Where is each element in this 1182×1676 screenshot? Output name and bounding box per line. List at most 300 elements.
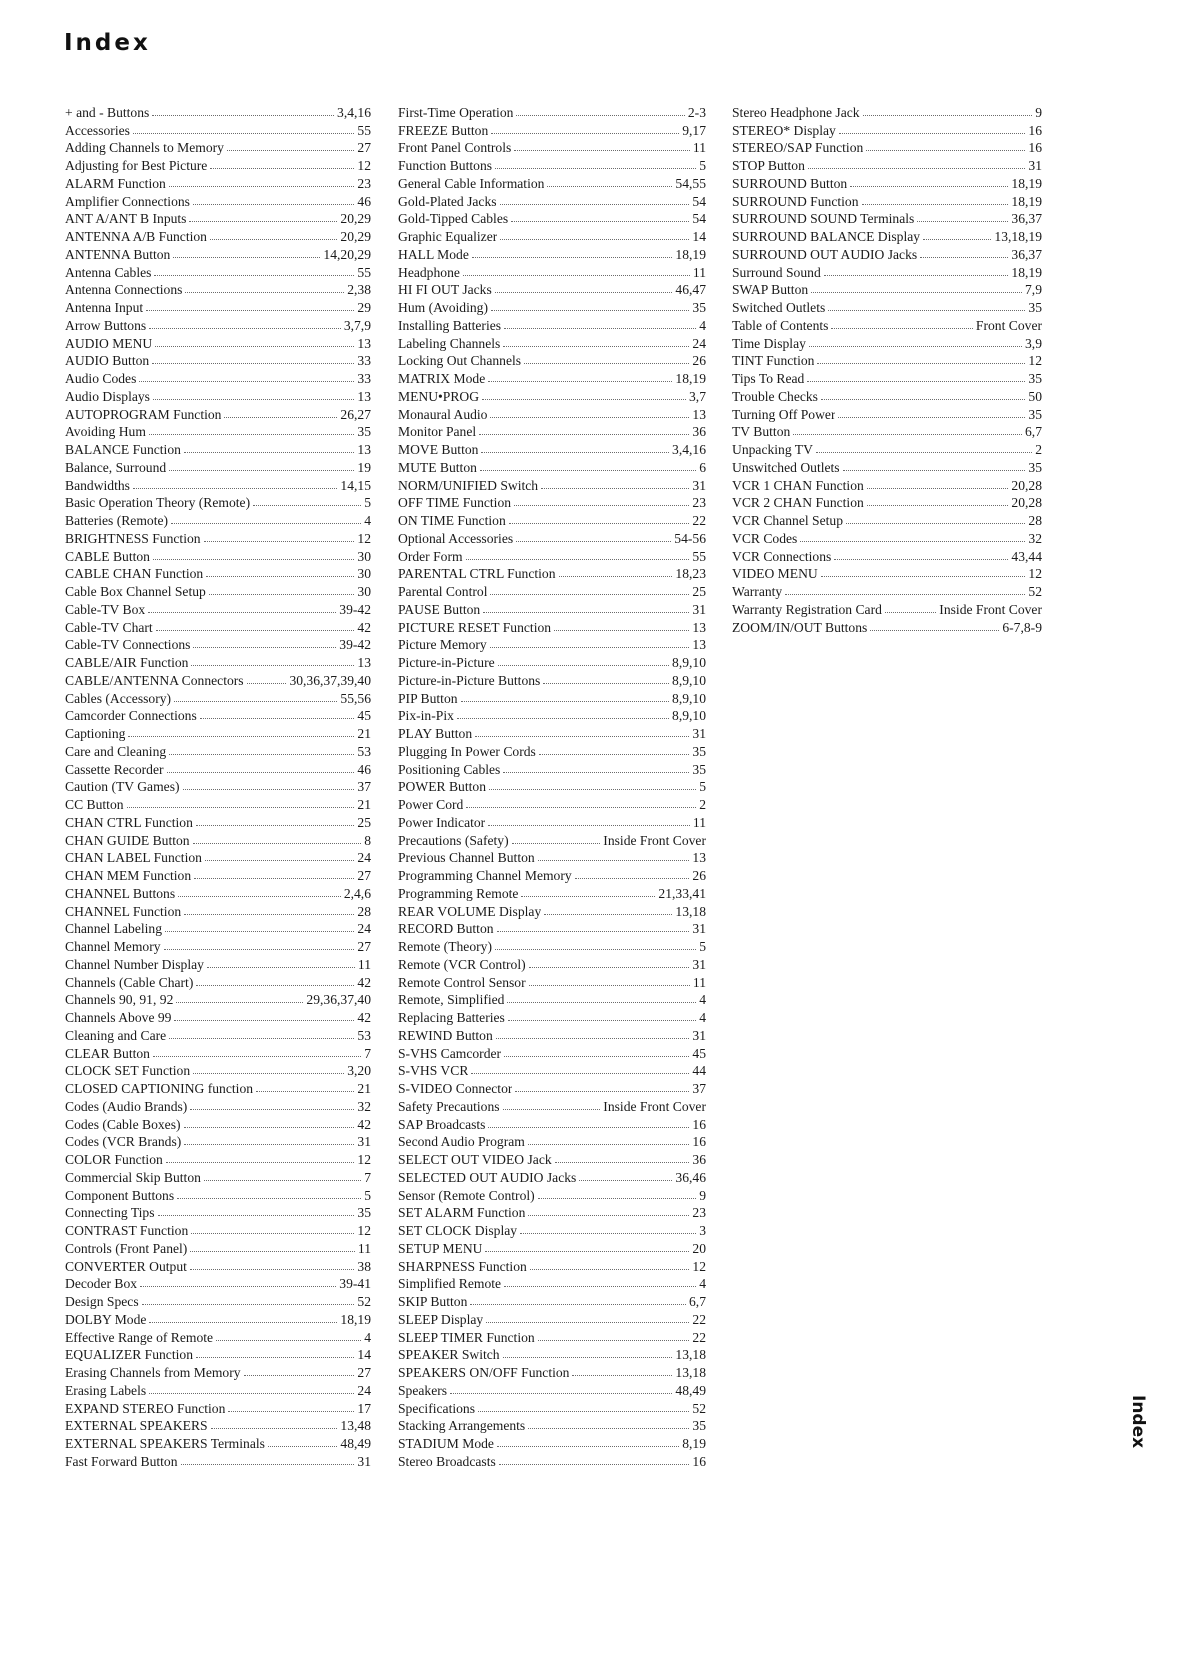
index-term: VCR Codes [732,530,798,546]
index-page-numbers: 11 [692,264,706,280]
index-term: MOVE Button [398,442,479,457]
index-page-numbers: 31 [357,1134,371,1150]
dot-leader [579,1179,672,1181]
dot-leader [500,203,690,205]
index-page-numbers: 45 [357,708,371,724]
dot-leader [821,398,1025,400]
index-term: Monaural Audio [398,406,488,422]
dot-leader [504,1055,689,1057]
dot-leader [183,788,355,790]
dot-leader [184,913,354,915]
index-term: Component Buttons [65,1187,175,1203]
index-term: Positioning Cables [398,761,501,777]
dot-leader [189,220,337,222]
index-page-numbers: 12 [1028,353,1042,369]
dot-leader [543,682,669,684]
dot-leader [158,1214,355,1216]
dot-leader [133,487,337,489]
index-page-numbers: 21 [357,797,371,812]
dot-leader [148,611,336,613]
index-entry [65,1310,371,1328]
index-page-numbers: 52 [1028,584,1042,599]
dot-leader [495,948,696,950]
index-entry [65,1079,371,1097]
index-entry [65,174,371,192]
index-entry [732,565,1042,583]
index-entry [65,600,371,618]
index-page-numbers: 33 [357,371,371,386]
dot-leader [488,380,672,382]
index-page-numbers: 37 [692,1081,706,1096]
index-entry [65,866,371,884]
dot-leader [504,1285,696,1287]
index-page-numbers: 5 [364,495,371,511]
dot-leader [169,469,354,471]
index-term: Amplifier Connections [65,193,190,209]
index-term: SELECT OUT VIDEO Jack [398,1152,552,1167]
index-entry [398,565,706,583]
index-page-numbers: 3 [699,1223,706,1238]
dot-leader [184,451,354,453]
index-entry [398,121,706,139]
dot-leader [516,114,684,116]
dot-leader [528,1214,689,1216]
index-entry [65,387,371,405]
index-term: Accessories [65,122,130,138]
index-entry [398,1097,706,1115]
index-page-numbers: 42 [357,1010,371,1025]
dot-leader [499,1463,690,1465]
index-term: Hum (Avoiding) [398,300,488,315]
dot-leader [152,362,354,364]
index-term: CLOCK SET Function [65,1063,191,1079]
index-term: CHAN LABEL Function [65,850,202,866]
index-page-numbers: 25 [692,584,706,599]
dot-leader [152,114,334,116]
dot-leader [554,629,689,631]
index-term: Audio Displays [65,388,150,404]
index-page-numbers: 8,9,10 [672,655,706,670]
index-term: MUTE Button [398,459,477,475]
dot-leader [831,327,972,329]
index-term: STOP Button [732,158,805,173]
index-page-numbers: 35 [357,424,371,440]
index-term: EXTERNAL SPEAKERS [65,1418,208,1434]
index-page-numbers: 35 [1028,459,1042,475]
index-column-2 [398,103,706,1470]
index-page-numbers: 13,18 [675,1347,706,1363]
index-entry [398,423,706,441]
dot-leader [538,859,690,861]
index-entry [398,724,706,742]
index-entry [65,156,371,174]
index-term: Function Buttons [398,158,493,173]
dot-leader [846,522,1025,524]
index-page-numbers: 20,29 [340,229,371,244]
index-term: SHARPNESS Function [398,1258,527,1274]
index-term: Warranty [732,584,783,599]
index-entry [65,1239,371,1257]
dot-leader [516,540,671,542]
index-entry [65,1062,371,1080]
dot-leader [572,1374,672,1376]
index-entry [65,671,371,689]
index-page-numbers: 12 [357,1223,371,1238]
index-entry [732,423,1042,441]
index-entry [398,529,706,547]
index-term: OFF TIME Function [398,495,512,511]
index-page-numbers: 31 [1028,158,1042,173]
index-entry [65,511,371,529]
index-page-numbers: 9 [1035,104,1042,120]
index-term: Turning Off Power [732,406,836,422]
index-entry [65,813,371,831]
index-page-numbers: 31 [692,921,706,937]
index-term: Replacing Batteries [398,1010,505,1025]
index-entry [398,227,706,245]
dot-leader [224,416,337,418]
index-term: PICTURE RESET Function [398,619,552,635]
index-term: SET CLOCK Display [398,1223,518,1238]
index-page-numbers: 35 [692,1418,706,1434]
dot-leader [167,771,355,773]
index-term: Arrow Buttons [65,317,147,333]
index-term: Time Display [732,335,806,351]
index-page-numbers: 13 [692,637,706,653]
index-page-numbers: 21 [357,1081,371,1096]
index-page-numbers: 24 [357,921,371,937]
dot-leader [190,1108,354,1110]
index-page-numbers: 35 [1028,406,1042,422]
index-entry [398,1044,706,1062]
dot-leader [153,558,354,560]
index-term: Stereo Headphone Jack [732,104,860,120]
index-term: Decoder Box [65,1276,138,1292]
index-term: Tips To Read [732,371,805,386]
index-term: CABLE CHAN Function [65,566,204,582]
index-page-numbers: 20,29 [340,211,371,227]
index-term: Simplified Remote [398,1276,502,1292]
index-entry [732,174,1042,192]
index-page-numbers: 55 [692,548,706,564]
index-term: Cable Box Channel Setup [65,584,206,599]
index-term: Erasing Labels [65,1382,147,1398]
dot-leader [838,416,1025,418]
dot-leader [491,132,679,134]
index-entry [398,778,706,796]
dot-leader [193,646,336,648]
dot-leader [478,1410,689,1412]
index-page-numbers: 13,18 [675,1365,706,1380]
index-page-numbers: 11 [357,956,371,972]
dot-leader [457,717,669,719]
dot-leader [176,1001,303,1003]
index-entry [732,352,1042,370]
dot-leader [500,238,689,240]
index-page-numbers: 35 [357,1205,371,1221]
dot-leader [190,1250,355,1252]
index-term: EXPAND STEREO Function [65,1400,226,1416]
index-page-numbers: 26,27 [340,406,371,422]
index-entry [398,582,706,600]
index-entry [398,1115,706,1133]
index-entry [398,1399,706,1417]
index-entry [732,245,1042,263]
dot-leader [133,132,354,134]
dot-leader [193,203,354,205]
index-entry [65,281,371,299]
index-term: Remote Control Sensor [398,974,526,990]
index-term: Gold-Tipped Cables [398,211,509,227]
index-entry [65,902,371,920]
index-entry [732,476,1042,494]
index-entry [732,547,1042,565]
index-page-numbers: 3,4,16 [337,104,371,120]
dot-leader [149,1321,337,1323]
index-entry [398,1168,706,1186]
index-entry [398,920,706,938]
index-page-numbers: 5 [364,1187,371,1203]
index-page-numbers: 11 [692,974,706,990]
index-term: VCR Connections [732,548,832,564]
index-entry [398,689,706,707]
dot-leader [528,1143,690,1145]
index-entry [65,1204,371,1222]
index-term: Unpacking TV [732,442,813,457]
index-page-numbers: 2 [1035,442,1042,457]
dot-leader [839,132,1026,134]
index-entry [398,511,706,529]
index-page-numbers: 18,19 [675,246,706,262]
index-page-numbers: 55 [357,264,371,280]
dot-leader [490,593,689,595]
index-entry [398,1310,706,1328]
index-entry [65,831,371,849]
dot-leader [885,611,936,613]
index-entry [65,689,371,707]
index-entry [732,369,1042,387]
index-entry [65,1221,371,1239]
index-entry [398,831,706,849]
index-page-numbers: 39-42 [339,637,371,653]
index-term: Codes (Audio Brands) [65,1098,188,1114]
index-entry [65,476,371,494]
index-page-numbers: 13 [357,388,371,404]
index-entry [732,263,1042,281]
index-entry [65,1292,371,1310]
index-term: Power Cord [398,797,464,812]
dot-leader [807,380,1025,382]
index-page-numbers: 54,55 [675,175,706,191]
index-term: Cable-TV Chart [65,619,153,635]
index-term: SET ALARM Function [398,1205,526,1221]
index-page-numbers: 48,49 [675,1382,706,1398]
index-page-numbers: 8 [364,832,371,848]
dot-leader [207,966,355,968]
index-page-numbers: 20,28 [1011,495,1042,511]
index-term: SLEEP Display [398,1311,484,1327]
index-page-numbers: 31 [692,1027,706,1043]
index-entry [65,937,371,955]
index-page-numbers: 23 [692,1205,706,1221]
dot-leader [495,291,673,293]
index-term: SETUP MENU [398,1240,483,1256]
index-page-numbers: 18,19 [675,371,706,386]
index-page-numbers: 20,28 [1011,477,1042,493]
dot-leader [843,469,1026,471]
dot-leader [196,984,354,986]
dot-leader [511,220,689,222]
page-title: Index [64,30,151,56]
dot-leader [490,416,689,418]
index-term: General Cable Information [398,175,545,191]
index-term: Remote, Simplified [398,992,505,1008]
index-entry [732,316,1042,334]
dot-leader [200,717,355,719]
index-term: TINT Function [732,353,815,369]
dot-leader [156,629,355,631]
index-term: Trouble Checks [732,388,818,404]
dot-leader [923,238,991,240]
dot-leader [541,487,689,489]
index-page-numbers: 3,7,9 [343,317,371,333]
index-term: Batteries (Remote) [65,513,169,528]
index-page-numbers: 3,4,16 [672,442,706,457]
dot-leader [559,575,673,577]
dot-leader [174,700,337,702]
index-term: Adding Channels to Memory [65,140,224,156]
index-term: Stacking Arrangements [398,1418,526,1434]
index-page-numbers: 5 [699,779,706,795]
index-term: SURROUND Button [732,175,848,191]
index-entry [65,760,371,778]
index-entry [732,139,1042,157]
index-term: Picture-in-Picture Buttons [398,672,541,688]
index-entry [732,494,1042,512]
index-term: Fast Forward Button [65,1453,178,1469]
index-page-numbers: 31 [357,1453,371,1469]
dot-leader [514,149,690,151]
index-term: VIDEO MENU [732,566,818,582]
index-page-numbers: 2,4,6 [343,885,371,901]
index-entry [65,245,371,263]
index-page-numbers: 18,19 [1011,193,1042,209]
index-term: Codes (VCR Brands) [65,1134,182,1150]
dot-leader [127,806,355,808]
index-term: Channels (Cable Chart) [65,974,194,990]
index-entry [65,1044,371,1062]
dot-leader [811,291,1022,293]
index-page-numbers: 39-42 [339,601,371,617]
index-page-numbers: 3,7 [689,388,706,404]
index-term: CABLE/AIR Function [65,655,189,670]
index-term: Parental Control [398,584,488,599]
dot-leader [538,1197,697,1199]
index-term: S-VHS Camcorder [398,1045,502,1061]
dot-leader [488,1126,689,1128]
index-page-numbers: 43,44 [1011,548,1042,564]
dot-leader [539,753,690,755]
index-term: Balance, Surround [65,459,167,475]
index-term: PLAY Button [398,726,473,741]
index-entry [398,937,706,955]
dot-leader [863,114,1033,116]
index-page-numbers: 6-7,8-9 [1002,619,1042,635]
index-entry [398,1257,706,1275]
index-entry [398,1328,706,1346]
dot-leader [481,451,669,453]
dot-leader [508,1019,696,1021]
dot-leader [821,575,1026,577]
index-term: CHAN GUIDE Button [65,832,190,848]
index-term: Switched Outlets [732,300,826,315]
index-page-numbers: 13 [357,335,371,351]
index-page-numbers: 55,56 [340,690,371,706]
index-term: REWIND Button [398,1027,493,1043]
index-term: Second Audio Program [398,1134,525,1150]
index-entry [732,600,1042,618]
index-term: STEREO* Display [732,122,836,138]
dot-leader [509,522,690,524]
index-term: CABLE/ANTENNA Connectors [65,672,244,688]
index-page-numbers: 3,9 [1025,335,1042,351]
dot-leader [146,309,354,311]
index-term: CC Button [65,797,124,812]
index-entry [65,849,371,867]
dot-leader [154,274,354,276]
index-term: Speakers [398,1382,448,1398]
index-term: VCR 1 CHAN Function [732,477,864,493]
index-term: Channels Above 99 [65,1010,172,1025]
dot-leader [190,1268,355,1270]
index-entry [65,1328,371,1346]
index-entry [398,139,706,157]
index-term: Optional Accessories [398,530,514,546]
index-page-numbers: 7,9 [1025,282,1042,298]
dot-leader [544,913,672,915]
index-entry [398,334,706,352]
index-term: Cable-TV Connections [65,637,191,653]
index-term: Cables (Accessory) [65,690,172,706]
dot-leader [209,593,355,595]
index-page-numbers: 9,17 [682,122,706,138]
dot-leader [139,380,354,382]
index-page-numbers: 53 [357,1027,371,1043]
dot-leader [450,1392,672,1394]
index-page-numbers: 2 [699,797,706,812]
index-entry [398,1275,706,1293]
index-term: Precautions (Safety) [398,832,509,848]
index-page-numbers: 19 [357,459,371,475]
dot-leader [153,1055,361,1057]
index-term: Commercial Skip Button [65,1169,201,1185]
index-entry [398,1363,706,1381]
index-entry [65,991,371,1009]
index-term: Picture-in-Picture [398,655,495,670]
dot-leader [165,930,354,932]
dot-leader [529,966,690,968]
index-page-numbers: 13,18,19 [994,229,1042,244]
index-term: CHAN CTRL Function [65,814,193,830]
index-page-numbers: 16 [1028,122,1042,138]
index-page-numbers: 42 [357,974,371,990]
index-term: CHANNEL Buttons [65,885,176,901]
dot-leader [850,185,1008,187]
index-entry [65,103,371,121]
index-page-numbers: 4 [699,1010,706,1025]
dot-leader [862,203,1009,205]
dot-leader [920,256,1008,258]
